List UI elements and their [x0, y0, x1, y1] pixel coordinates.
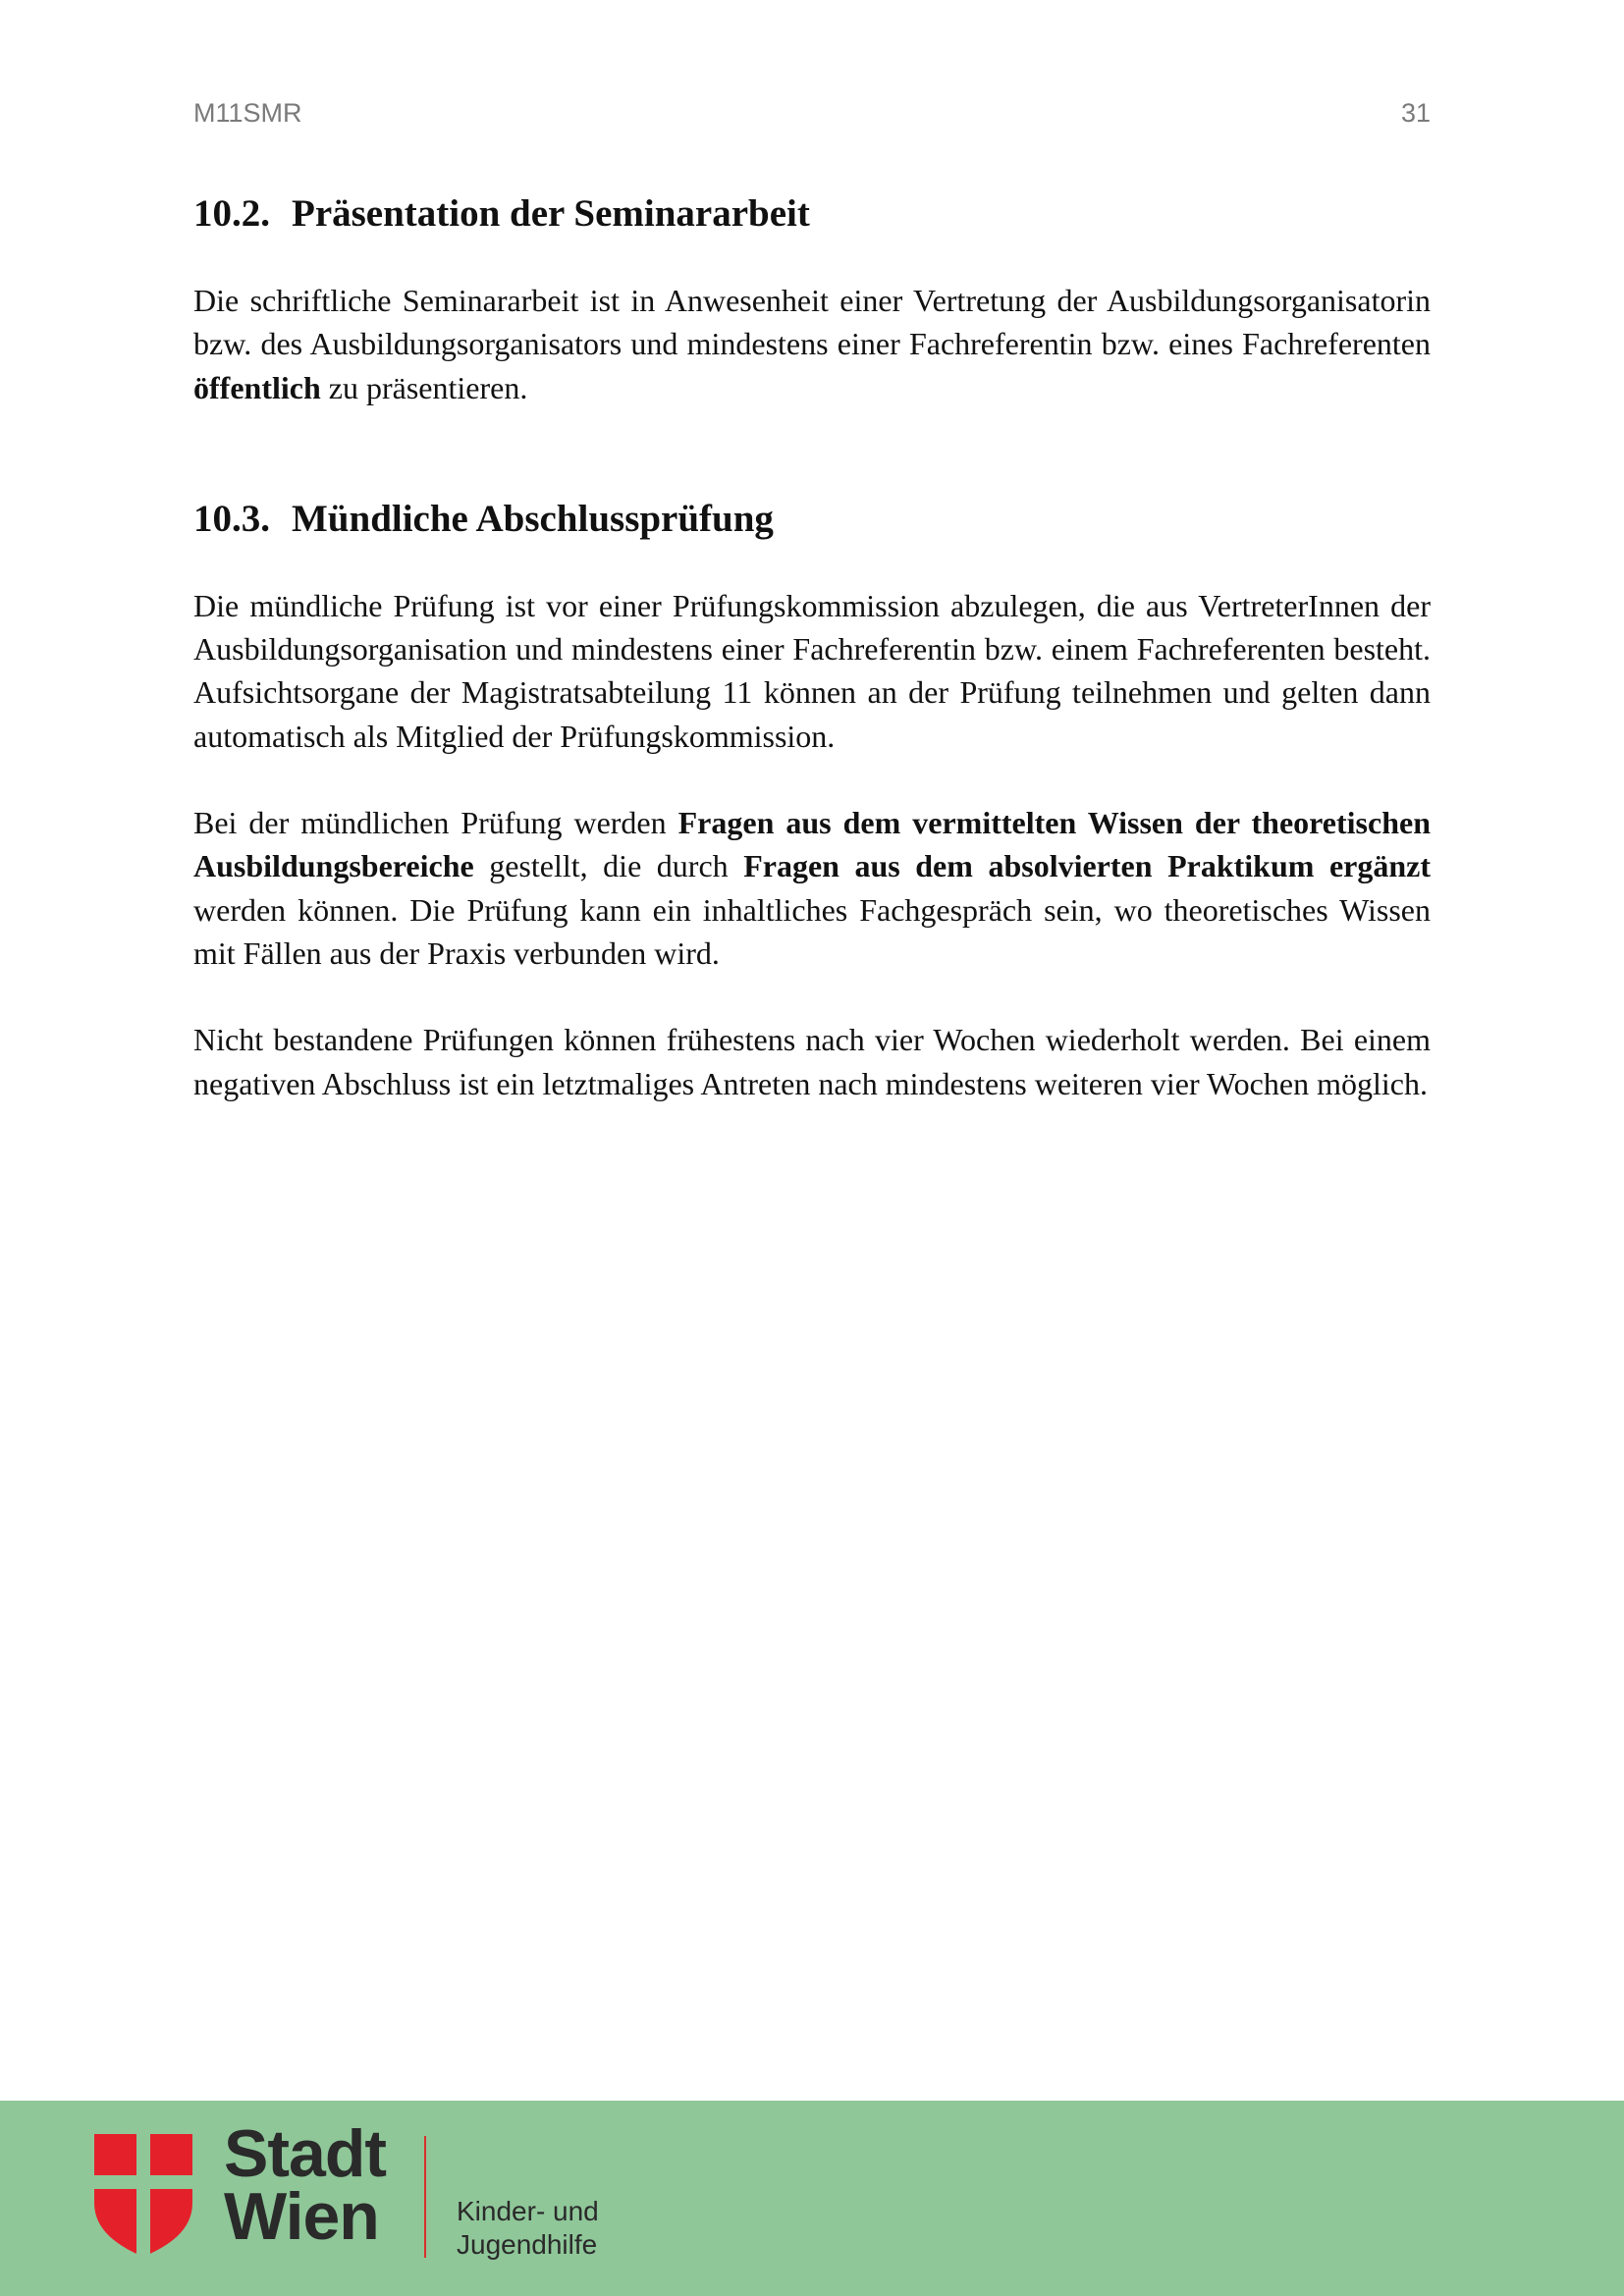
section-title: Präsentation der Seminararbeit: [292, 192, 810, 235]
wordmark-line: Stadt: [224, 2116, 386, 2191]
section-heading-10-3: [193, 492, 1431, 547]
document-code: M11SMR: [193, 98, 302, 128]
department-name: [457, 2195, 599, 2262]
section-heading-10-2: [193, 187, 1431, 241]
footer-banner: [0, 2101, 1624, 2296]
page-content: [193, 187, 1431, 1105]
vienna-shield-icon: [94, 2134, 192, 2257]
department-line: Jugendhilfe: [457, 2229, 598, 2260]
section-number: 10.3.: [193, 497, 270, 540]
bold-text: Fragen aus dem absolvierten Praktikum ergänzt: [743, 848, 1432, 884]
paragraph-text: gestellt, die durch: [473, 848, 744, 884]
paragraph-presentation: [193, 279, 1431, 409]
paragraph-text: werden können. Die Prüfung kann ein inhaltliches Fachgespräch sein, wo theoretisches Wissen mit Fällen aus der Praxis verbunden wird.: [193, 891, 1431, 971]
section-title: Mündliche Abschlussprüfung: [292, 497, 774, 540]
paragraph-text: Bei der mündlichen Prüfung werden: [193, 805, 678, 841]
department-line: Kinder- und: [457, 2196, 599, 2226]
paragraph-commission: Die mündliche Prüfung ist vor einer Prüfungskommission abzulegen, die aus VertreterInnen der Ausbildungsorganisation und mindestens einer Fachreferentin bzw. einem Fachreferenten besteht. Aufsichtsorgane der Magistratsabteilung 11 können an der Prüfung teilnehmen und gelten dann automatisch als Mitglied der Prüfungskommission.: [193, 587, 1431, 754]
section-number: 10.2.: [193, 192, 270, 235]
bold-text: öffentlich: [193, 369, 321, 405]
logo-divider: [424, 2136, 426, 2258]
stadt-wien-wordmark: [224, 2116, 386, 2254]
paragraph-retake: Nicht bestandene Prüfungen können frühestens nach vier Wochen wiederholt werden. Bei einem negativen Abschluss ist ein letztmaliges Antreten nach mindestens weiteren vier Wochen möglich.: [193, 1022, 1431, 1101]
page-number: 31: [1400, 98, 1431, 128]
paragraph-text: Die schriftliche Seminararbeit ist in Anwesenheit einer Vertretung der Ausbildungsorganisatorin bzw. des Ausbildungsorganisators und mindestens einer Fachreferentin bzw. eines Fachreferenten: [193, 283, 1431, 362]
wordmark-line: Wien: [224, 2179, 379, 2254]
paragraph-text: zu präsentieren.: [320, 369, 528, 405]
paragraph-questions: [193, 801, 1431, 975]
page-header: [193, 98, 1431, 129]
bold-text: Fragen aus dem vermittelten Wissen der theoretischen Ausbildungsbereiche: [193, 805, 1432, 884]
